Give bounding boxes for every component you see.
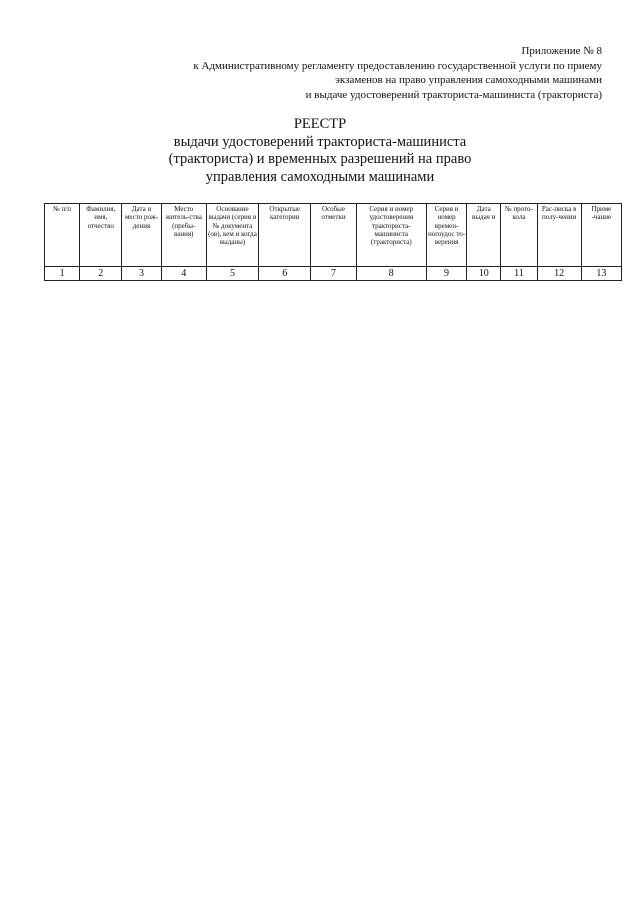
column-number: 9 xyxy=(426,267,466,281)
column-number: 1 xyxy=(45,267,80,281)
column-header: Дата выдач и xyxy=(467,204,501,267)
column-header: Открытые категории xyxy=(259,204,311,267)
column-header: Серия и номер времен-ногоудос то-верения xyxy=(426,204,466,267)
column-number: 13 xyxy=(581,267,621,281)
column-header: Фамилия, имя, отчество xyxy=(80,204,122,267)
column-header: Дата и место рож-дения xyxy=(122,204,161,267)
annex-line: к Административному регламенту предоставлению государственной услуги по приему xyxy=(193,59,602,72)
annex-line: экзаменов на право управления самоходными машинами xyxy=(335,74,602,86)
column-number: 4 xyxy=(161,267,206,281)
column-number: 10 xyxy=(467,267,501,281)
annex-header xyxy=(193,44,602,102)
column-header: № п/п xyxy=(45,204,80,267)
column-header: № прото-кола xyxy=(501,204,537,267)
title-line: (тракториста) и временных разрешений на право xyxy=(168,151,472,167)
table-header-row xyxy=(45,204,622,267)
registry-table xyxy=(44,203,622,281)
column-header: Приме -чание xyxy=(581,204,621,267)
column-number: 7 xyxy=(311,267,356,281)
document-title xyxy=(0,116,640,186)
annex-line: и выдаче удостоверений тракториста-машиниста (тракториста) xyxy=(305,88,602,101)
column-header: Основание выдачи (серия и № документа (ов), кем и когда выданы) xyxy=(206,204,258,267)
title-heading: РЕЕСТР xyxy=(293,116,347,132)
column-number-row xyxy=(45,267,622,281)
title-line: управления самоходными машинами xyxy=(205,168,435,185)
column-number: 8 xyxy=(356,267,426,281)
column-number: 2 xyxy=(80,267,122,281)
column-number: 3 xyxy=(122,267,161,281)
annex-number: Приложение № 8 xyxy=(521,45,602,57)
column-number: 12 xyxy=(537,267,581,281)
title-line: выдачи удостоверений тракториста-машиниста xyxy=(173,133,467,150)
column-header: Рас-писка в полу-чении xyxy=(537,204,581,267)
column-header: Серия и номер удостоверения тракториста-машиниста (тракториста) xyxy=(356,204,426,267)
column-number: 11 xyxy=(501,267,537,281)
column-number: 5 xyxy=(206,267,258,281)
column-header: Особые отметки xyxy=(311,204,356,267)
column-header: Место житель-ства (пребы-вания) xyxy=(161,204,206,267)
column-number: 6 xyxy=(259,267,311,281)
